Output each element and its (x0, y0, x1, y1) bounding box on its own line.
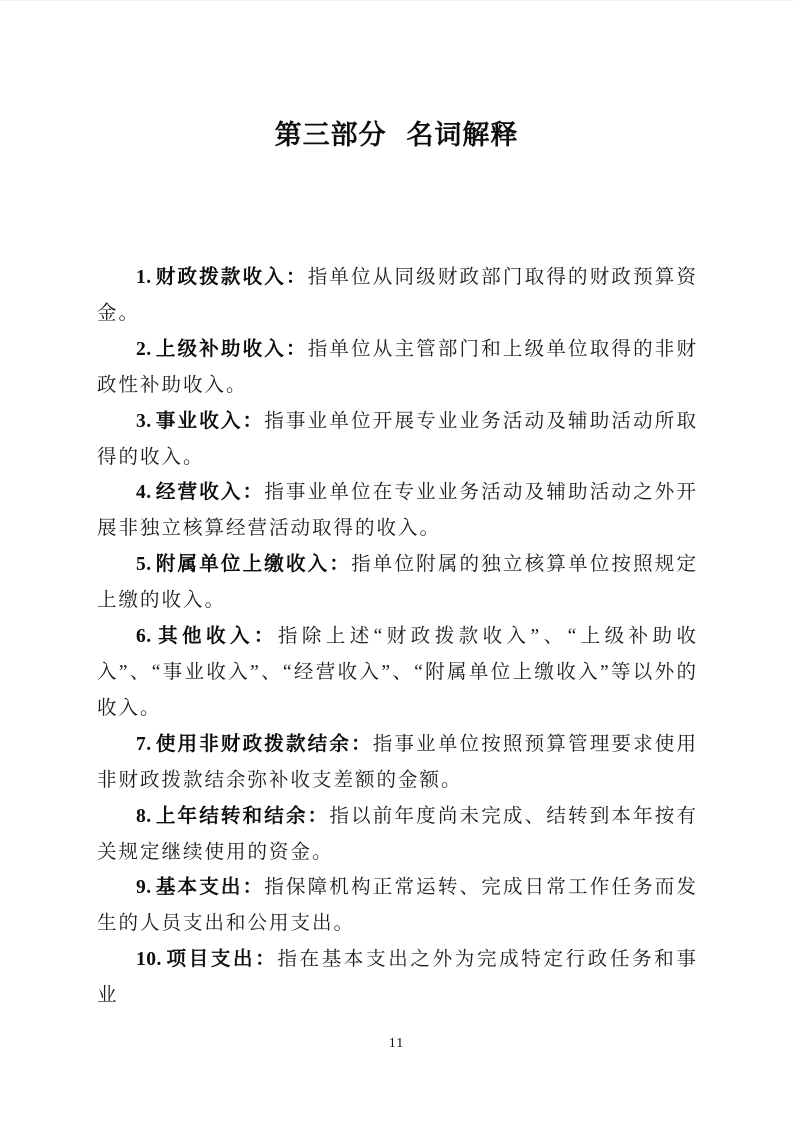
item-number: 2. (136, 338, 152, 360)
item-definition: 指在基本支出之外为完成特定行政任务和事业 (97, 949, 698, 1007)
page-number: 11 (388, 1036, 405, 1051)
item-term: 项目支出： (165, 949, 278, 971)
item-term: 上级补助收入： (155, 338, 308, 360)
item-definition: 指单位从同级财政部门取得的财政预算资金。 (97, 267, 698, 324)
item-term: 使用非财政拨款结余： (155, 733, 373, 755)
glossary-item-9 (97, 870, 698, 942)
glossary-item-7 (97, 727, 698, 799)
glossary-item-1 (97, 260, 698, 332)
item-number: 9. (136, 877, 152, 899)
page-title: 第三部分 名词解释 (274, 120, 519, 150)
glossary-item-8 (97, 799, 698, 871)
item-term: 上年结转和结余： (155, 805, 330, 827)
item-term: 基本支出： (155, 877, 265, 899)
item-number: 8. (136, 805, 152, 827)
glossary-item-6 (97, 619, 698, 727)
item-definition: 指事业单位按照预算管理要求使用非财政拨款结余弥补收支差额的金额。 (97, 733, 698, 791)
item-term: 其他收入： (155, 626, 278, 648)
item-number: 7. (136, 733, 152, 755)
item-definition: 指事业单位开展专业业务活动及辅助活动所取得的收入。 (97, 410, 698, 468)
item-term: 事业收入： (155, 410, 265, 432)
item-definition: 指保障机构正常运转、完成日常工作任务而发生的人员支出和公用支出。 (97, 877, 698, 935)
item-number: 10. (136, 949, 162, 971)
item-definition: 指事业单位在专业业务活动及辅助活动之外开展非独立核算经营活动取得的收入。 (97, 482, 698, 540)
item-number: 3. (136, 410, 152, 432)
item-number: 5. (136, 554, 152, 576)
glossary-item-10 (97, 942, 698, 1014)
item-definition: 指单位从主管部门和上级单位取得的非财政性补助收入。 (97, 338, 698, 396)
item-number: 4. (136, 482, 152, 504)
item-term: 经营收入： (155, 482, 265, 504)
glossary-item-2 (97, 332, 698, 404)
item-term: 财政拨款收入： (155, 267, 308, 288)
item-definition: 指以前年度尚未完成、结转到本年按有关规定继续使用的资金。 (97, 805, 698, 863)
item-number: 6. (136, 626, 152, 648)
glossary-item-5 (97, 547, 698, 619)
item-definition: 指单位附属的独立核算单位按照规定上缴的收入。 (97, 554, 698, 612)
item-definition: 指除上述“财政拨款收入”、“上级补助收入”、“事业收入”、“经营收入”、“附属单位上缴收入”等以外的收入。 (97, 626, 698, 719)
glossary-content (97, 260, 698, 1014)
glossary-item-4 (97, 475, 698, 547)
item-number: 1. (136, 267, 152, 288)
glossary-item-3 (97, 404, 698, 476)
item-term: 附属单位上缴收入： (155, 554, 352, 576)
